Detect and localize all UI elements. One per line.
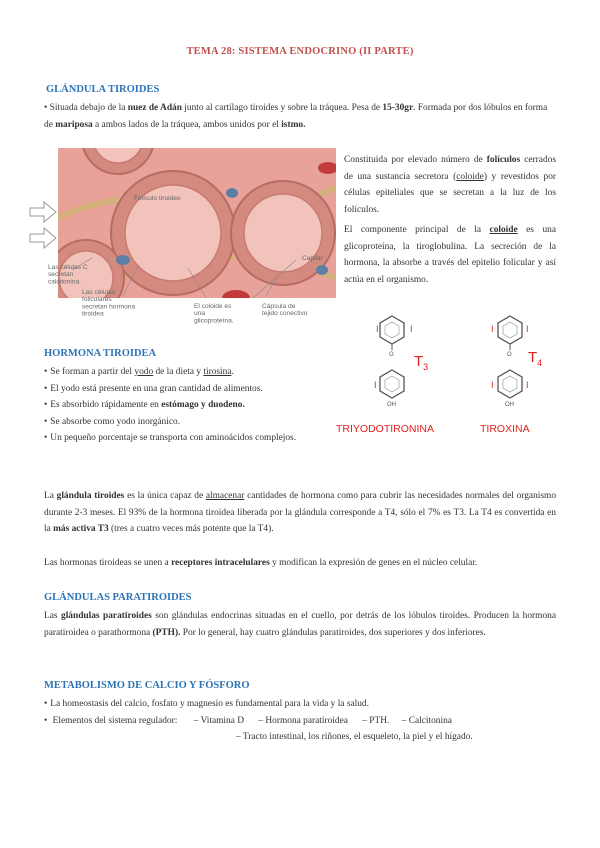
- page-title: TEMA 28: SISTEMA ENDOCRINO (II PARTE): [186, 46, 414, 57]
- iodine-label: I: [376, 324, 379, 334]
- text: Constituida por elevado número de: [344, 155, 487, 165]
- label-foliculo: Folículo tiroideo: [134, 195, 181, 202]
- list-item: • Se absorbe como yodo inorgánico.: [44, 414, 344, 431]
- list-item: • Es absorbido rápidamente en estómago y duodeno.: [44, 397, 344, 414]
- label-coloide: El coloide es una glicoproteína.: [194, 303, 234, 325]
- text: ) y revestidos por células epiteliales que se secretan a la luz de los folículos.: [344, 171, 556, 215]
- t3-name: TRIYODOTIRONINA: [336, 423, 435, 435]
- section-heading-tiroides: GLÁNDULA TIROIDES: [46, 84, 160, 95]
- text: coloide: [456, 171, 484, 182]
- list-item: • Elementos del sistema regulador: – Vitamina D – Hormona paratiroidea – PTH. – Calcitonina: [44, 713, 556, 730]
- section-heading-hormona: HORMONA TIROIDEA: [44, 348, 157, 359]
- thyroid-hormone-structures: [318, 302, 558, 446]
- text: El componente principal de la: [344, 225, 490, 235]
- thyroid-follicle-figure: [28, 148, 336, 338]
- metabolismo-line2: – Tracto intestinal, los riñones, el esqueleto, la piel y el hígado.: [236, 732, 473, 742]
- label-capilar: Capilar: [302, 255, 323, 262]
- tiroides-intro: [44, 100, 556, 133]
- list-item: • La homeostasis del calcio, fosfato y magnesio es fundamental para la vida y la salud.: [44, 696, 556, 713]
- t4-label: $T_4$: [528, 349, 543, 368]
- text: . Formada por dos lóbulos en forma de: [44, 103, 548, 130]
- label-celulas-c: Las células C secretan calcitonina.: [48, 264, 88, 286]
- text: 15-30gr: [382, 103, 414, 113]
- text: Situada debajo de la: [49, 103, 128, 113]
- iodine-label: I: [491, 380, 494, 390]
- oxygen-label: O: [389, 352, 394, 358]
- text: junto al cartílago tiroides y sobre la tráquea. Pesa de: [181, 103, 383, 113]
- hydroxyl-label: OH: [505, 402, 514, 408]
- iodine-label: I: [410, 324, 413, 334]
- text: istmo.: [281, 119, 306, 130]
- molecule-diagram: [318, 302, 558, 446]
- label-foliculares: Las células foliculares secretan hormona tiroidea: [82, 289, 136, 318]
- section-heading-metabolismo: METABOLISMO DE CALCIO Y FÓSFORO: [44, 680, 250, 691]
- thyroid-illustration: [28, 148, 336, 338]
- paratiroides-paragraph: Las glándulas paratiroides son glándulas endocrinas situadas en el cuello, por detrás de los lóbulos tiroides. Producen la hormona paratiroidea o parathormona (PTH). Por lo general, hay cuatro glándulas paratiroides, dos superiores y dos inferiores.: [44, 611, 556, 638]
- hormona-list: [44, 364, 344, 447]
- list-item: • El yodo está presente en una gran cantidad de alimentos.: [44, 381, 344, 398]
- hydroxyl-label: OH: [387, 402, 396, 408]
- text: nuez de Adán: [127, 103, 182, 113]
- tiroides-side-para-2: [344, 222, 556, 288]
- text: coloide: [489, 225, 518, 235]
- t4-molecule: [480, 316, 542, 435]
- text: a ambos lados de la tráquea, ambos unidos por el: [92, 119, 282, 130]
- bullet: •: [44, 103, 50, 113]
- c-cell: [116, 255, 130, 265]
- text: folículos: [486, 155, 521, 165]
- hormona-paragraph: La glándula tiroides es la única capaz de almacenar cantidades de hormona como para cubrir las necesidades normales del organismo durante 2-3 meses. El 93% de la hormona tiroidea liberada por la glándula corresponde a T4, sólo el 7% es T3. La T4 es convertida en la más activa T3 (tres a cuatro veces más potente que la T4).: [44, 491, 557, 534]
- label-capsula: Cápsula de tejido conectivo: [262, 303, 308, 318]
- metabolismo-list: [44, 696, 556, 729]
- t3-molecule: [336, 316, 434, 435]
- t4-name: TIROXINA: [480, 423, 530, 435]
- iodine-label: I: [526, 380, 529, 390]
- receptores-paragraph: Las hormonas tiroideas se unen a receptores intracelulares y modifican la expresión de genes en el núcleo celular.: [44, 558, 478, 568]
- text: es una glicoproteína, la tiroglobulina. La secreción de la hormona, la absorbe a través del epitelio folicular y así actúa en el organismo.: [344, 225, 556, 285]
- iodine-label: I: [526, 324, 529, 334]
- tiroides-side-para-1: [344, 152, 556, 218]
- follicle-large: [111, 171, 235, 295]
- oxygen-label: O: [507, 352, 512, 358]
- section-heading-paratiroides: GLÁNDULAS PARATIROIDES: [44, 592, 192, 603]
- list-item: • Un pequeño porcentaje se transporta con aminoácidos complejos.: [44, 430, 344, 447]
- list-item: • Se forman a partir del yodo de la dieta y tirosina.: [44, 364, 344, 381]
- text: mariposa: [55, 119, 93, 130]
- text: cerrados de una sustancia secretora (: [344, 155, 556, 182]
- iodine-label: I: [374, 380, 377, 390]
- t3-label: $T_3$: [414, 353, 429, 372]
- iodine-label: I: [491, 324, 494, 334]
